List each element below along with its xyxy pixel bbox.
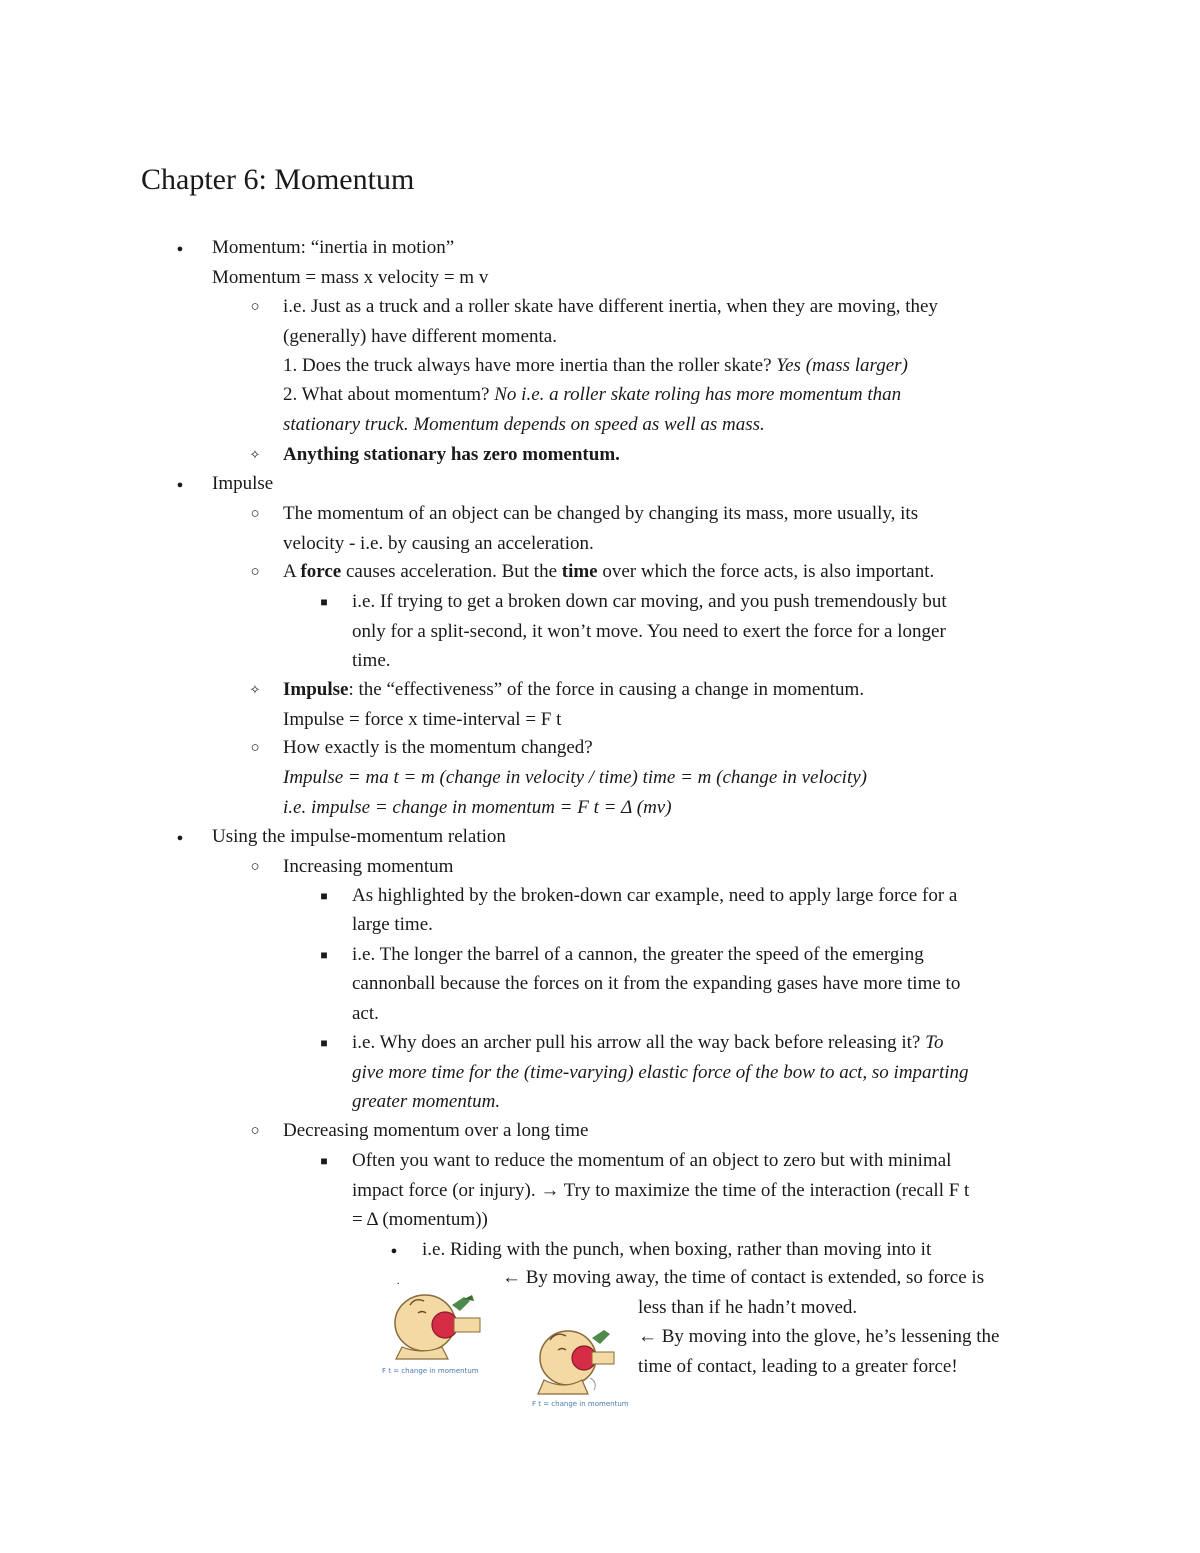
car-example-end: time. (352, 650, 391, 671)
answer-inertia: Yes (mass larger) (776, 355, 908, 376)
answer-momentum-cont: stationary truck. Momentum depends on speed as well as mass. (283, 414, 765, 435)
boxer-moving-into-illustration (530, 1318, 630, 1413)
bullet-star-icon (245, 678, 265, 702)
page-title: Chapter 6: Momentum (141, 163, 415, 196)
bullet-disc-icon (170, 472, 190, 497)
momentum-formula: Momentum = mass x velocity = m v (212, 267, 489, 288)
bullet-square-icon (314, 1149, 334, 1173)
bullet-momentum-definition: Momentum: “inertia in motion” (212, 237, 455, 258)
bullet-circle-icon (245, 560, 265, 584)
archer-example: i.e. Why does an archer pull his arrow all the way back before releasing it? To (352, 1032, 944, 1053)
reduce-momentum-note: Often you want to reduce the momentum of an object to zero but with minimal (352, 1150, 952, 1171)
truck-skate-example-cont: (generally) have different momenta. (283, 326, 557, 347)
bullet-square-icon (314, 590, 334, 614)
moving-away-note: ← By moving away, the time of contact is extended, so force is (502, 1267, 985, 1288)
impulse-derivation: Impulse = ma t = m (change in velocity / time) time = m (change in velocity) (283, 767, 867, 788)
moving-into-note: ← By moving into the glove, he’s lessening the (638, 1326, 1000, 1347)
question-momentum: 2. What about momentum? No i.e. a roller skate roling has more momentum than (283, 384, 902, 405)
archer-example-end: greater momentum. (352, 1091, 501, 1112)
car-example-cont: only for a split-second, it won’t move. You need to exert the force for a longer (352, 621, 946, 642)
bullet-square-icon (314, 884, 334, 908)
boxing-example: i.e. Riding with the punch, when boxing, rather than moving into it (422, 1239, 932, 1260)
bullet-impulse: Impulse (212, 473, 274, 494)
impulse-momentum-equality: i.e. impulse = change in momentum = F t = Δ (mv) (283, 797, 672, 818)
bullet-circle-icon (245, 502, 265, 526)
moving-away-note-cont: less than if he hadn’t moved. (638, 1297, 858, 1318)
archer-example-cont: give more time for the (time-varying) elastic force of the bow to act, so imparting (352, 1062, 969, 1083)
bullet-circle-icon (245, 1119, 265, 1143)
bullet-impulse-momentum-relation: Using the impulse-momentum relation (212, 826, 506, 847)
cannon-example-cont: cannonball because the forces on it from the expanding gases have more time to (352, 973, 961, 994)
illustration-caption-right: F t = change in momentum (532, 1400, 629, 1408)
reduce-momentum-note-cont: impact force (or injury). → Try to maximize the time of the interaction (recall F t (352, 1180, 970, 1201)
force-time-note: A force causes acceleration. But the time over which the force acts, is also important. (283, 561, 935, 582)
answer-momentum: No i.e. a roller skate roling has more momentum than (494, 384, 902, 405)
bullet-circle-icon (245, 736, 265, 760)
cannon-example: i.e. The longer the barrel of a cannon, the greater the speed of the emerging (352, 944, 924, 965)
moving-into-note-cont: time of contact, leading to a greater force! (638, 1356, 958, 1377)
momentum-change-note: The momentum of an object can be changed by changing its mass, more usually, its (283, 503, 919, 524)
car-highlight-cont: large time. (352, 914, 433, 935)
bullet-square-icon (314, 943, 334, 967)
bullet-disc-icon (170, 236, 190, 261)
bullet-disc-icon (384, 1238, 404, 1263)
momentum-change-question: How exactly is the momentum changed? (283, 737, 593, 758)
reduce-momentum-note-end: = Δ (momentum)) (352, 1209, 488, 1230)
truck-skate-example: i.e. Just as a truck and a roller skate have different inertia, when they are moving, they (283, 296, 938, 317)
bullet-disc-icon (170, 825, 190, 850)
dot-mark: . (397, 1276, 400, 1287)
impulse-definition: Impulse: the “effectiveness” of the force in causing a change in momentum. (283, 679, 865, 700)
stationary-note: Anything stationary has zero momentum. (283, 444, 620, 465)
car-example: i.e. If trying to get a broken down car moving, and you push tremendously but (352, 591, 947, 612)
question-inertia: 1. Does the truck always have more inertia than the roller skate? Yes (mass larger) (283, 355, 908, 376)
car-highlight: As highlighted by the broken-down car example, need to apply large force for a (352, 885, 958, 906)
bullet-circle-icon (245, 855, 265, 879)
momentum-change-note-cont: velocity - i.e. by causing an acceleration. (283, 533, 594, 554)
illustration-caption-left: F t = change in momentum (382, 1367, 479, 1375)
bullet-square-icon (314, 1031, 334, 1055)
cannon-example-end: act. (352, 1003, 379, 1024)
bullet-circle-icon (245, 295, 265, 319)
bullet-star-icon (245, 443, 265, 467)
boxer-moving-away-illustration (380, 1285, 490, 1385)
impulse-formula: Impulse = force x time-interval = F t (283, 709, 562, 730)
decreasing-momentum: Decreasing momentum over a long time (283, 1120, 589, 1141)
increasing-momentum: Increasing momentum (283, 856, 454, 877)
